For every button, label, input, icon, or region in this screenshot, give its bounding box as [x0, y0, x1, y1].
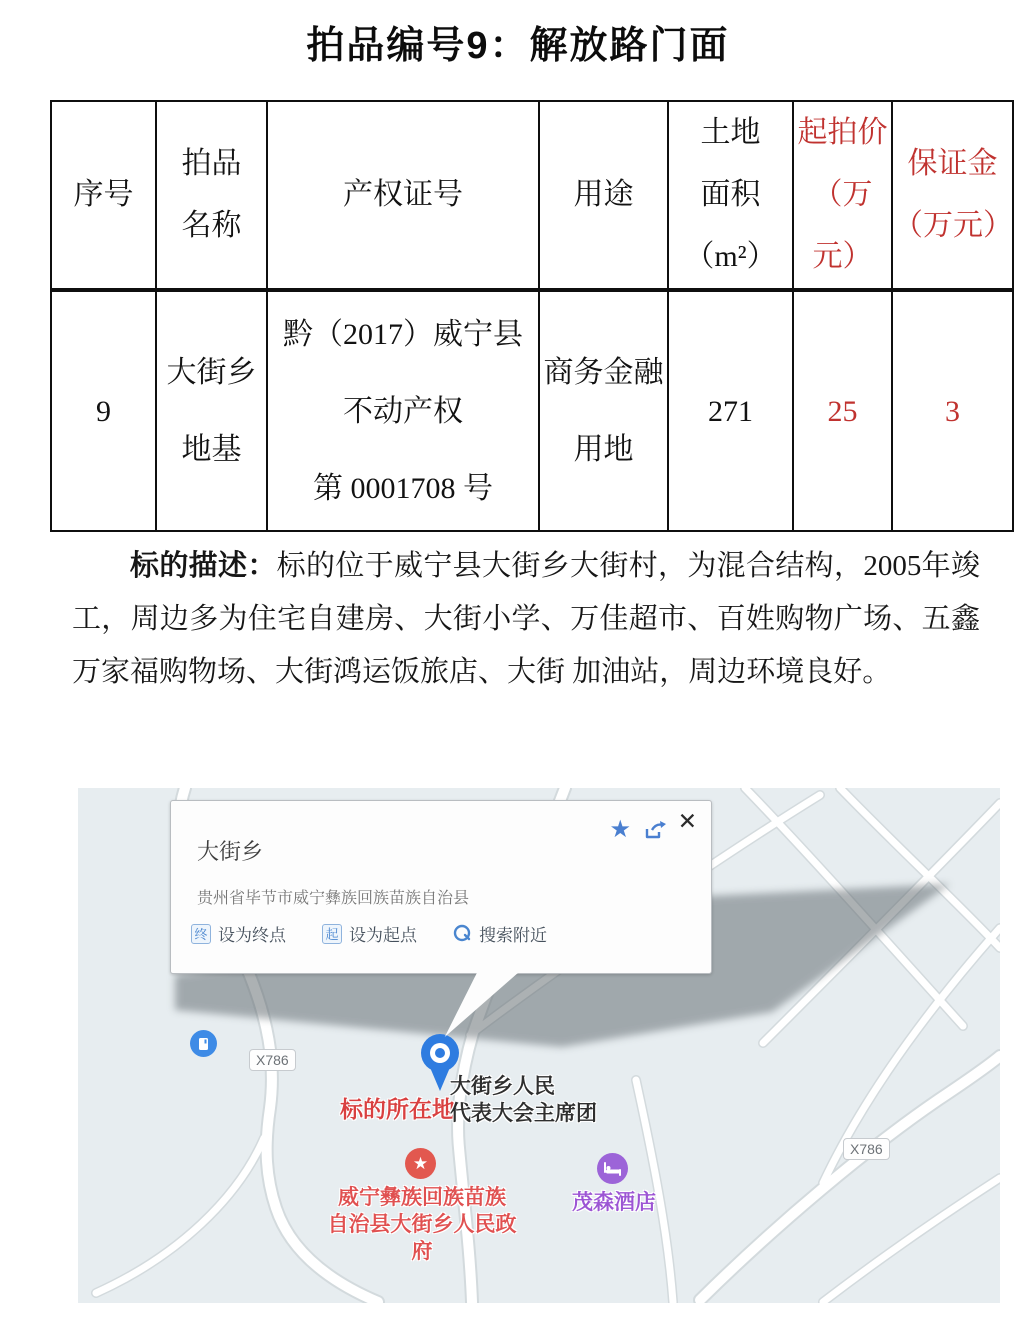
origin-badge-icon: 起 [322, 924, 342, 944]
description-text: 标的位于威宁县大街乡大街村，为混合结构，2005年竣工，周边多为住宅自建房、大街小学、万佳超市、百姓购物广场、五鑫万家福购物场、大街鸿运饭旅店、大街 加油站，周边环境良好。 [72, 550, 980, 688]
cell-start-price: 25 [793, 290, 892, 531]
destination-badge-icon: 终 [191, 924, 211, 944]
government-poi-icon[interactable] [405, 1148, 436, 1179]
cell-area: 271 [668, 290, 793, 531]
assembly-hall-label: 大街乡人民 代表大会主席团 [450, 1075, 597, 1125]
popup-subtitle: 贵州省毕节市威宁彝族回族苗族自治县 [197, 890, 470, 907]
description-label: 标的描述： [130, 550, 277, 582]
hotel-poi-icon[interactable] [597, 1153, 628, 1184]
target-location-label: 标的所在地 [340, 1096, 455, 1122]
auction-table [50, 100, 1014, 532]
item-description [72, 540, 980, 699]
cell-index: 9 [51, 290, 156, 531]
col-header-index: 序号 [51, 101, 156, 290]
book-glyph-icon [197, 1037, 210, 1051]
set-destination-label: 设为终点 [218, 926, 286, 945]
col-header-start-price: 起拍价 （万元） [793, 101, 892, 290]
government-label: 威宁彝族回族苗族 自治县大街乡人民政府 [327, 1186, 517, 1263]
cell-cert: 黔（2017）威宁县 不动产权 第 0001708 号 [267, 290, 539, 531]
cell-usage: 商务金融 用地 [539, 290, 668, 531]
search-nearby-link[interactable] [453, 921, 547, 946]
popup-title: 大街乡 [197, 839, 264, 864]
star-glyph-icon: ★ [412, 1153, 429, 1174]
favorite-star-icon[interactable]: ★ [609, 815, 631, 843]
map-canvas[interactable] [78, 788, 1000, 1303]
share-icon[interactable] [643, 819, 667, 841]
road-label-x786-right: X786 [843, 1138, 890, 1160]
search-icon [453, 924, 472, 943]
table-row [51, 290, 1013, 531]
close-icon[interactable]: ✕ [677, 809, 697, 835]
hotel-label: 茂森酒店 [572, 1191, 656, 1214]
set-origin-label: 设为起点 [349, 926, 417, 945]
road-label-x786-left: X786 [249, 1049, 296, 1071]
page-title: 拍品编号9：解放路门面 [306, 25, 730, 67]
cell-name: 大街乡 地基 [156, 290, 267, 531]
col-header-deposit: 保证金 （万元） [892, 101, 1013, 290]
col-header-usage: 用途 [539, 101, 668, 290]
col-header-cert: 产权证号 [267, 101, 539, 290]
col-header-area: 土地 面积（m²） [668, 101, 793, 290]
popup-actions [191, 921, 547, 946]
search-nearby-label: 搜索附近 [479, 926, 547, 945]
map-poi-blue-icon[interactable] [190, 1030, 217, 1057]
map-info-popup [170, 800, 712, 974]
set-destination-link[interactable] [191, 921, 286, 946]
set-origin-link[interactable] [322, 921, 417, 946]
table-header-row [51, 101, 1013, 290]
bed-glyph-icon [604, 1162, 621, 1176]
col-header-name: 拍品 名称 [156, 101, 267, 290]
cell-deposit: 3 [892, 290, 1013, 531]
location-pin-icon[interactable] [417, 1032, 463, 1094]
